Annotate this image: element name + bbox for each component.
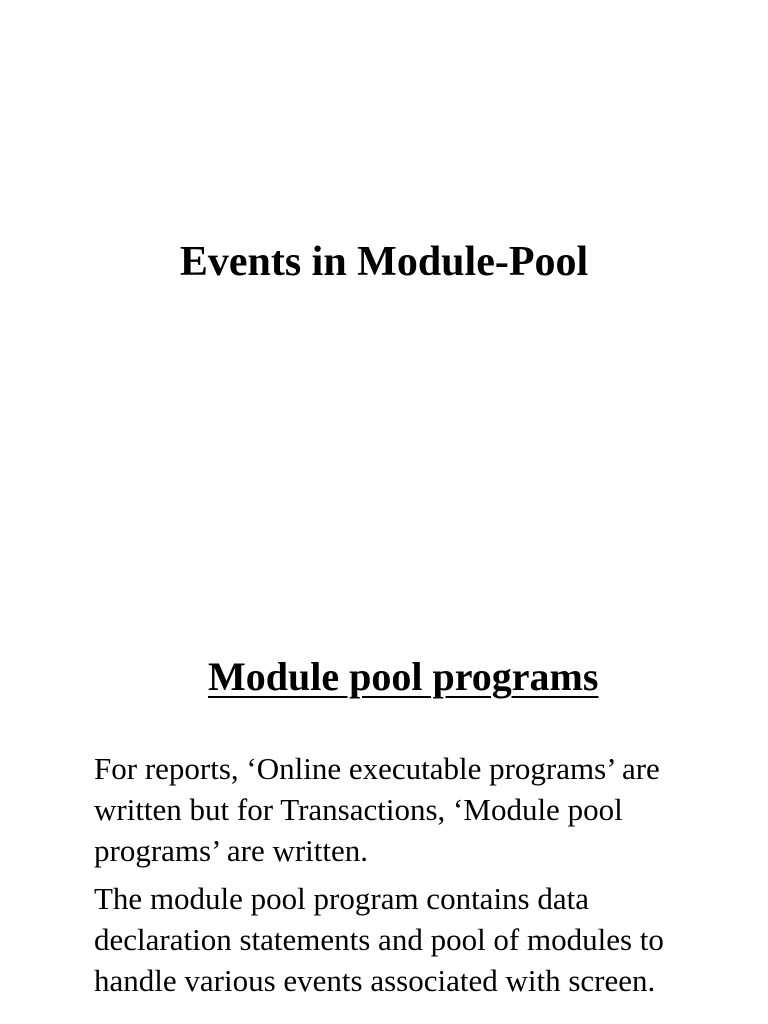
paragraph-module-pool-contents: The module pool program contains data declaration statements and pool of modules to handle various events associated with screen. [94, 881, 664, 998]
slide-heading: Module pool programs [208, 654, 599, 699]
paragraph-reports-vs-transactions: For reports, ‘Online executable programs’ are written but for Transactions, ‘Module pool programs’ are written. [94, 751, 660, 868]
content-slide [0, 600, 768, 1024]
slide-title: Events in Module-Pool [179, 239, 589, 285]
